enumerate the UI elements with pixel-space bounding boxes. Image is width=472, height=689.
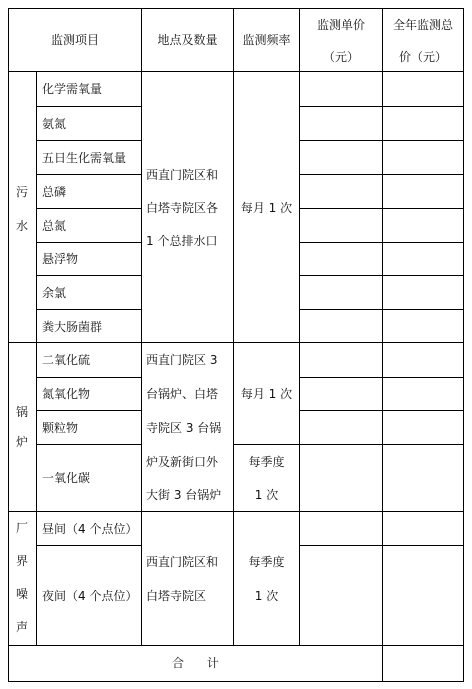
item-boiler-2: 氮氧化物 bbox=[42, 387, 91, 401]
category-label-noise-1: 厂 bbox=[15, 521, 28, 535]
category-label-noise-4: 声 bbox=[15, 620, 28, 634]
col-divider-frequency bbox=[299, 8, 300, 646]
col-divider-category bbox=[36, 71, 37, 646]
row-divider bbox=[36, 174, 142, 175]
location-sewage-1: 西直门院区和 bbox=[146, 168, 219, 182]
section-divider-sewage bbox=[8, 342, 464, 343]
location-boiler-2: 台锅炉、白塔 bbox=[146, 387, 219, 401]
header-frequency: 监测频率 bbox=[242, 33, 291, 47]
row-divider bbox=[36, 208, 142, 209]
table-border-bottom bbox=[8, 681, 464, 682]
location-boiler-5: 大街 3 台锅炉 bbox=[146, 488, 222, 502]
location-noise-2: 白塔寺院区 bbox=[146, 589, 207, 603]
frequency-noise-1: 每季度 bbox=[248, 555, 285, 569]
item-sewage-4: 总磷 bbox=[42, 185, 67, 199]
location-boiler-1: 西直门院区 3 bbox=[146, 353, 218, 367]
row-divider bbox=[299, 545, 464, 546]
header-unit-price-unit: （元） bbox=[322, 50, 359, 64]
location-sewage-2: 白塔寺院区各 bbox=[146, 201, 219, 215]
item-boiler-4: 一氧化碳 bbox=[42, 471, 91, 485]
col-divider-unit-price bbox=[382, 8, 383, 682]
category-label-sewage-2: 水 bbox=[15, 219, 28, 233]
row-divider bbox=[299, 140, 464, 141]
row-divider bbox=[36, 140, 142, 141]
location-sewage-3: 1 个总排水口 bbox=[146, 234, 218, 248]
frequency-boiler-bottom-2: 1 次 bbox=[254, 488, 279, 502]
header-unit-price: 监测单价 bbox=[316, 18, 365, 32]
table-border-top bbox=[8, 8, 464, 9]
item-sewage-1: 化学需氧量 bbox=[42, 82, 103, 96]
row-divider bbox=[36, 545, 142, 546]
location-noise-1: 西直门院区和 bbox=[146, 555, 219, 569]
header-annual-price: 全年监测总 bbox=[392, 18, 453, 32]
item-sewage-2: 氨氮 bbox=[42, 117, 67, 131]
location-boiler-4: 炉及新街口外 bbox=[146, 455, 219, 469]
row-divider bbox=[36, 410, 142, 411]
row-divider bbox=[299, 275, 464, 276]
frequency-boiler-top: 每月 1 次 bbox=[240, 387, 293, 401]
category-label-noise-3: 噪 bbox=[15, 587, 28, 601]
row-divider bbox=[36, 377, 142, 378]
frequency-noise-2: 1 次 bbox=[254, 589, 279, 603]
total-label: 合 计 bbox=[172, 656, 219, 670]
item-sewage-8: 粪大肠菌群 bbox=[42, 320, 103, 334]
header-item: 监测项目 bbox=[50, 33, 99, 47]
row-divider bbox=[299, 242, 464, 243]
row-divider bbox=[299, 410, 464, 411]
item-boiler-3: 颗粒物 bbox=[42, 421, 79, 435]
item-noise-1: 昼间（4 个点位） bbox=[42, 522, 138, 536]
row-divider bbox=[36, 106, 142, 107]
row-divider bbox=[299, 174, 464, 175]
row-divider bbox=[233, 444, 464, 445]
item-sewage-6: 悬浮物 bbox=[42, 252, 79, 266]
category-label-sewage-1: 污 bbox=[15, 185, 28, 199]
category-label-boiler-2: 炉 bbox=[15, 435, 28, 449]
item-sewage-7: 余氯 bbox=[42, 286, 67, 300]
frequency-boiler-bottom-1: 每季度 bbox=[248, 455, 285, 469]
row-divider bbox=[36, 242, 142, 243]
row-divider bbox=[36, 275, 142, 276]
row-divider bbox=[299, 106, 464, 107]
location-boiler-3: 寺院区 3 台锅 bbox=[146, 421, 222, 435]
category-label-noise-2: 界 bbox=[15, 554, 28, 568]
row-divider bbox=[299, 208, 464, 209]
section-divider-boiler bbox=[8, 511, 464, 512]
row-divider bbox=[36, 444, 142, 445]
category-label-boiler-1: 锅 bbox=[15, 405, 28, 419]
col-divider-item bbox=[141, 8, 142, 646]
table-border-left bbox=[8, 8, 9, 682]
item-sewage-5: 总氮 bbox=[42, 219, 67, 233]
table-header-divider bbox=[8, 71, 464, 72]
item-boiler-1: 二氧化硫 bbox=[42, 353, 91, 367]
header-annual-price-unit: 价（元） bbox=[398, 50, 447, 64]
table-border-right bbox=[463, 8, 464, 682]
row-divider bbox=[299, 377, 464, 378]
item-noise-2: 夜间（4 个点位） bbox=[42, 589, 138, 603]
total-row-divider bbox=[8, 645, 464, 646]
frequency-sewage: 每月 1 次 bbox=[240, 201, 293, 215]
row-divider bbox=[36, 309, 142, 310]
row-divider bbox=[299, 309, 464, 310]
col-divider-location bbox=[233, 8, 234, 646]
header-location: 地点及数量 bbox=[157, 33, 218, 47]
item-sewage-3: 五日生化需氧量 bbox=[42, 151, 127, 165]
